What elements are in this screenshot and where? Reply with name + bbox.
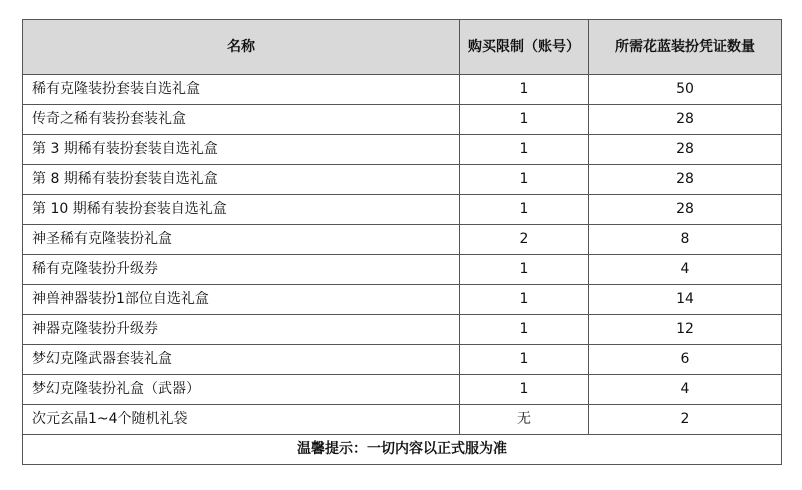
- table-row: [23, 345, 782, 375]
- item-name: 神圣稀有克隆装扮礼盒: [23, 225, 460, 255]
- item-voucher-count: 50: [589, 75, 782, 105]
- table-row: [23, 195, 782, 225]
- table-footer-row: [23, 435, 782, 465]
- item-name: 梦幻克隆装扮礼盒（武器）: [23, 375, 460, 405]
- item-limit: 1: [460, 345, 589, 375]
- item-voucher-count: 2: [589, 405, 782, 435]
- header-name: 名称: [23, 20, 460, 75]
- table-header-row: [23, 20, 782, 75]
- item-voucher-count: 28: [589, 105, 782, 135]
- item-limit: 无: [460, 405, 589, 435]
- item-voucher-count: 4: [589, 375, 782, 405]
- item-name: 稀有克隆装扮套装自选礼盒: [23, 75, 460, 105]
- item-voucher-count: 28: [589, 195, 782, 225]
- item-name: 神器克隆装扮升级券: [23, 315, 460, 345]
- table-row: [23, 165, 782, 195]
- table-row: [23, 285, 782, 315]
- table-row: [23, 75, 782, 105]
- item-name: 稀有克隆装扮升级券: [23, 255, 460, 285]
- item-limit: 1: [460, 375, 589, 405]
- item-limit: 1: [460, 195, 589, 225]
- item-voucher-count: 28: [589, 165, 782, 195]
- item-voucher-count: 14: [589, 285, 782, 315]
- table-row: [23, 255, 782, 285]
- item-name: 神兽神器装扮1部位自选礼盒: [23, 285, 460, 315]
- reward-table: [22, 19, 782, 465]
- header-voucher-count: 所需花蓝装扮凭证数量: [589, 20, 782, 75]
- table-row: [23, 135, 782, 165]
- item-voucher-count: 8: [589, 225, 782, 255]
- table-row: [23, 225, 782, 255]
- footer-notice: 温馨提示：一切内容以正式服为准: [23, 435, 782, 465]
- item-name: 第 8 期稀有装扮套装自选礼盒: [23, 165, 460, 195]
- item-name: 第 10 期稀有装扮套装自选礼盒: [23, 195, 460, 225]
- item-voucher-count: 28: [589, 135, 782, 165]
- item-limit: 1: [460, 285, 589, 315]
- item-limit: 1: [460, 315, 589, 345]
- table-row: [23, 405, 782, 435]
- item-limit: 1: [460, 105, 589, 135]
- item-limit: 1: [460, 135, 589, 165]
- table-row: [23, 105, 782, 135]
- item-name: 梦幻克隆武器套装礼盒: [23, 345, 460, 375]
- item-name: 传奇之稀有装扮套装礼盒: [23, 105, 460, 135]
- table-row: [23, 315, 782, 345]
- item-limit: 2: [460, 225, 589, 255]
- item-limit: 1: [460, 75, 589, 105]
- item-limit: 1: [460, 255, 589, 285]
- item-name: 第 3 期稀有装扮套装自选礼盒: [23, 135, 460, 165]
- item-voucher-count: 6: [589, 345, 782, 375]
- table-row: [23, 375, 782, 405]
- item-name: 次元玄晶1~4个随机礼袋: [23, 405, 460, 435]
- header-purchase-limit: 购买限制（账号）: [460, 20, 589, 75]
- item-voucher-count: 4: [589, 255, 782, 285]
- item-limit: 1: [460, 165, 589, 195]
- item-voucher-count: 12: [589, 315, 782, 345]
